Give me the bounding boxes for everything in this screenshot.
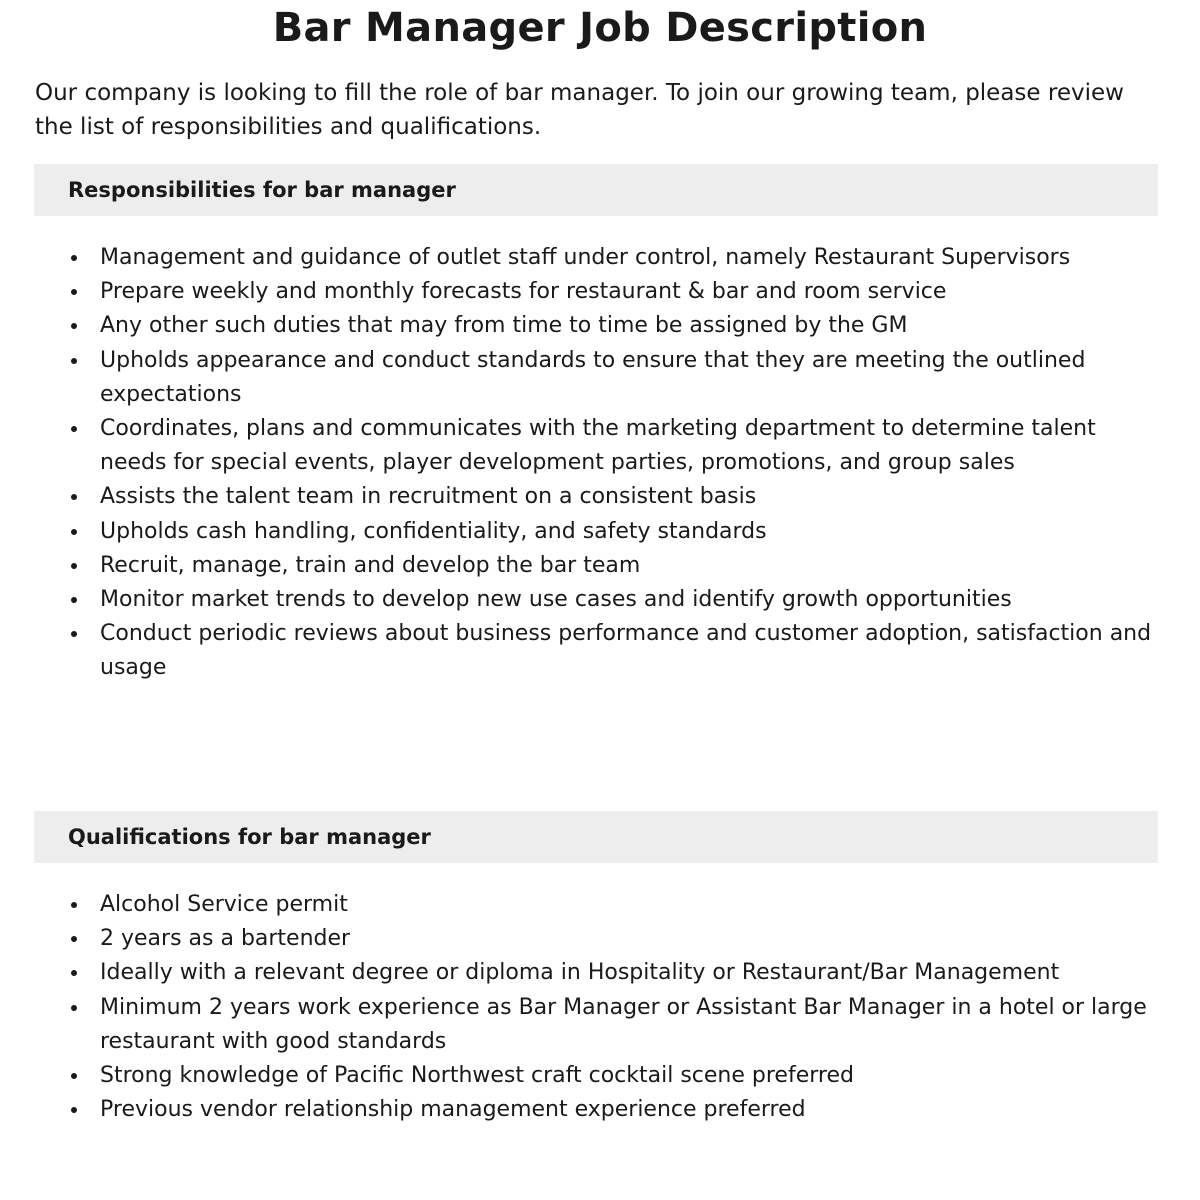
list-item: Recruit, manage, train and develop the bar team: [68, 549, 1158, 583]
list-item: Assists the talent team in recruitment on a consistent basis: [68, 480, 1158, 514]
qualifications-heading: Qualifications for bar manager: [34, 811, 1158, 863]
responsibilities-list: [68, 241, 1158, 686]
list-item: Any other such duties that may from time to time be assigned by the GM: [68, 309, 1158, 343]
list-item: Previous vendor relationship management experience preferred: [68, 1093, 1158, 1127]
page-title: Bar Manager Job Description: [272, 5, 928, 51]
intro-paragraph: Our company is looking to fill the role of bar manager. To join our growing team, please review the list of responsibilities and qualifications.: [35, 80, 1124, 140]
list-item: Management and guidance of outlet staff under control, namely Restaurant Supervisors: [68, 241, 1158, 275]
qualifications-list: [68, 888, 1158, 1127]
list-item: Prepare weekly and monthly forecasts for restaurant & bar and room service: [68, 275, 1158, 309]
list-item: Ideally with a relevant degree or diploma in Hospitality or Restaurant/Bar Management: [68, 956, 1158, 990]
list-item: Coordinates, plans and communicates with the marketing department to determine talent needs for special events, player development parties, promotions, and group sales: [68, 412, 1158, 480]
list-item: Alcohol Service permit: [68, 888, 1158, 922]
list-item: Upholds appearance and conduct standards to ensure that they are meeting the outlined expectations: [68, 344, 1158, 412]
list-item: Strong knowledge of Pacific Northwest craft cocktail scene preferred: [68, 1059, 1158, 1093]
responsibilities-heading: Responsibilities for bar manager: [34, 164, 1158, 216]
list-item: 2 years as a bartender: [68, 922, 1158, 956]
list-item: Conduct periodic reviews about business performance and customer adoption, satisfaction and usage: [68, 617, 1158, 685]
list-item: Minimum 2 years work experience as Bar Manager or Assistant Bar Manager in a hotel or large restaurant with good standards: [68, 991, 1158, 1059]
list-item: Upholds cash handling, confidentiality, and safety standards: [68, 515, 1158, 549]
list-item: Monitor market trends to develop new use cases and identify growth opportunities: [68, 583, 1158, 617]
